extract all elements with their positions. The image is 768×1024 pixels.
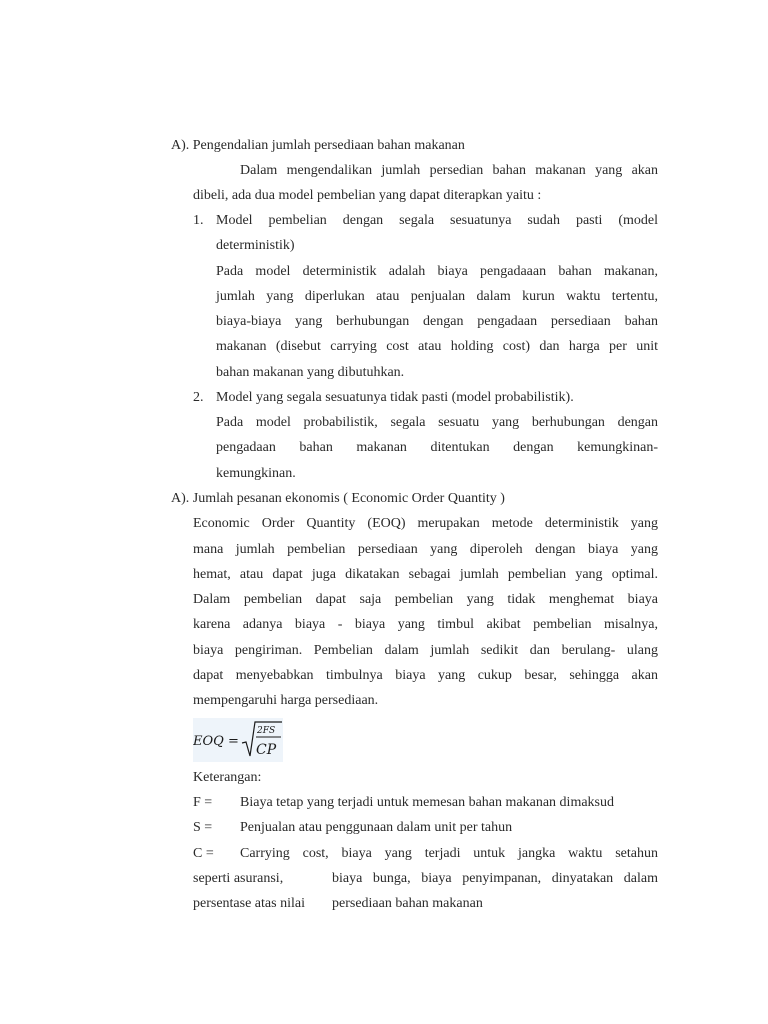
formula-numerator: 2FS xyxy=(257,726,276,736)
eoq-paragraph-line: dapat menyebabkan timbulnya biaya yang cukup besar, sehingga akan xyxy=(193,668,658,683)
item-1-desc-line: biaya-biaya yang berhubungan dengan pengadaan persediaan bahan xyxy=(216,314,658,329)
legend-c-continuation: persediaan bahan makanan xyxy=(332,896,483,911)
section-b-heading: A). Jumlah pesanan ekonomis ( Economic Order Quantity ) xyxy=(171,491,505,506)
item-2-desc-line: pengadaan bahan makanan ditentukan dengan kemungkinan- xyxy=(216,440,658,455)
item-2-title: Model yang segala sesuatunya tidak pasti (model probabilistik). xyxy=(216,390,574,405)
eoq-paragraph-line: mempengaruhi harga persediaan. xyxy=(193,693,379,708)
item-2-desc-line: Pada model probabilistik, segala sesuatu yang berhubungan dengan xyxy=(216,415,658,430)
legend-c-text: Carrying cost, biaya yang terjadi untuk jangka waktu setahun xyxy=(240,846,658,861)
formula-denominator: CP xyxy=(256,742,277,758)
item-2-desc-line: kemungkinan. xyxy=(216,466,296,481)
legend-s-label: S = xyxy=(193,820,213,835)
intro-line-1: Dalam mengendalikan jumlah persedian bahan makanan yang akan xyxy=(240,163,658,178)
item-1-desc-line: Pada model deterministik adalah biaya pengadaaan bahan makanan, xyxy=(216,264,658,279)
eoq-paragraph-line: mana jumlah pembelian persediaan yang diperoleh dengan biaya yang xyxy=(193,542,658,557)
eoq-paragraph-line: Economic Order Quantity (EOQ) merupakan metode deterministik yang xyxy=(193,516,658,531)
section-a-heading: A). Pengendalian jumlah persediaan bahan makanan xyxy=(171,138,465,153)
legend-c-label: C = xyxy=(193,846,214,861)
item-1-title-line-1: Model pembelian dengan segala sesuatunya sudah pasti (model xyxy=(216,213,658,228)
eoq-formula xyxy=(193,718,283,762)
legend-f-label: F = xyxy=(193,795,213,810)
legend-c-continuation: seperti asuransi, xyxy=(193,871,284,886)
eoq-paragraph-line: biaya pengiriman. Pembelian dalam jumlah sedikit dan berulang- ulang xyxy=(193,643,658,658)
eoq-formula-graphic xyxy=(193,718,283,762)
legend-c-continuation: persentase atas nilai xyxy=(193,896,305,911)
item-1-title-line-2: deterministik) xyxy=(216,238,295,253)
eoq-paragraph-line: karena adanya biaya - biaya yang timbul akibat pembelian misalnya, xyxy=(193,617,658,632)
eoq-paragraph-line: Dalam pembelian dapat saja pembelian yang tidak menghemat biaya xyxy=(193,592,658,607)
legend-s-text: Penjualan atau penggunaan dalam unit per tahun xyxy=(240,820,513,835)
item-2-number: 2. xyxy=(193,390,204,405)
keterangan-title: Keterangan: xyxy=(193,770,262,785)
intro-line-2: dibeli, ada dua model pembelian yang dapat diterapkan yaitu : xyxy=(193,188,542,203)
item-1-desc-line: jumlah yang diperlukan atau penjualan dalam kurun waktu tertentu, xyxy=(216,289,658,304)
item-1-desc-line: bahan makanan yang dibutuhkan. xyxy=(216,365,405,380)
legend-f-text: Biaya tetap yang terjadi untuk memesan bahan makanan dimaksud xyxy=(240,795,614,810)
item-1-desc-line: makanan (disebut carrying cost atau holding cost) dan harga per unit xyxy=(216,339,658,354)
legend-c-continuation: biaya bunga, biaya penyimpanan, dinyatakan dalam xyxy=(332,871,658,886)
item-1-number: 1. xyxy=(193,213,204,228)
eoq-paragraph-line: hemat, atau dapat juga dikatakan sebagai jumlah pembelian yang optimal. xyxy=(193,567,658,582)
formula-lhs: EOQ = xyxy=(193,734,239,749)
